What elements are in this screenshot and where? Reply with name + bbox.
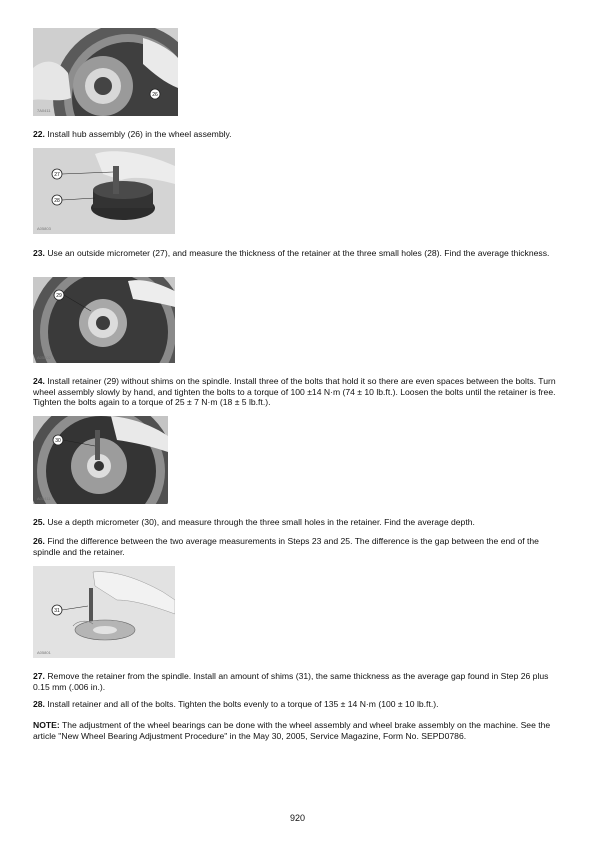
retainer-photo [33,277,175,363]
outside-micrometer-photo [33,148,175,234]
figure-id: A05801 [37,650,51,655]
page-number: 920 [289,813,306,823]
figure-depth-micrometer [33,416,168,504]
depth-micrometer-photo [33,416,168,504]
step-27 [33,671,561,692]
callout-26: 26 [152,92,158,98]
note [33,720,561,741]
step-25 [33,517,561,528]
step-24 [33,376,561,408]
step-23 [33,248,561,259]
callout-28: 28 [54,198,60,204]
step-number: 25. [33,517,45,527]
figure-outside-micrometer [33,148,175,234]
step-number: 28. [33,699,45,709]
step-28 [33,699,561,710]
step-number: 26. [33,536,45,546]
note-text: The adjustment of the wheel bearings can be done with the wheel assembly and wheel brake assembly on the machine. See the article "New Wheel Bearing Adjustment Procedure" in the May 30, 2005, Service Magazine, Form No. SEPD0786. [33,720,551,741]
step-text: Use an outside micrometer (27), and measure the thickness of the retainer at the three small holes (28). Find the average thickness. [47,248,550,258]
step-number: 23. [33,248,45,258]
step-text: Remove the retainer from the spindle. Install an amount of shims (31), the same thickness as the average gap found in Step 26 plus 0.15 mm (.006 in.). [33,671,549,692]
hub-assembly-photo [33,28,178,116]
step-text: Install retainer and all of the bolts. Tighten the bolts evenly to a torque of 135 ± 14 N·m (100 ± 10 lb.ft.). [47,699,439,709]
figure-id: 7A0411 [37,108,51,113]
callout-30: 30 [55,438,61,444]
step-number: 27. [33,671,45,681]
step-text: Find the difference between the two average measurements in Steps 23 and 25. The difference is the gap between the end of the spindle and the retainer. [33,536,539,557]
shims-photo [33,566,175,658]
figure-shims [33,566,175,658]
note-label: NOTE: [33,720,60,730]
figure-hub-assembly [33,28,178,116]
step-number: 24. [33,376,45,386]
step-22 [33,129,561,140]
callout-27: 27 [54,172,60,178]
step-number: 22. [33,129,45,139]
figure-id: A05411 [37,496,51,501]
figure-id: A05802 [37,355,51,360]
step-text: Install hub assembly (26) in the wheel assembly. [47,129,232,139]
figure-id: A05803 [37,226,51,231]
callout-31: 31 [54,608,60,614]
step-text: Install retainer (29) without shims on the spindle. Install three of the bolts that hold it so there are even spaces between the bolts. Turn wheel assembly slowly by hand, and tighten the bolts to a torque of 100 ±14 N·m (74 ± 10 lb.ft.). Loosen the bolts until the retainer is free. Tighten the bolts again to a torque of 25 ± 7 N·m (18 ± 5 lb.ft.). [33,376,556,408]
callout-29: 29 [56,293,62,299]
step-26 [33,536,561,557]
figure-retainer [33,277,175,363]
step-text: Use a depth micrometer (30), and measure through the three small holes in the retainer. Find the average depth. [47,517,475,527]
